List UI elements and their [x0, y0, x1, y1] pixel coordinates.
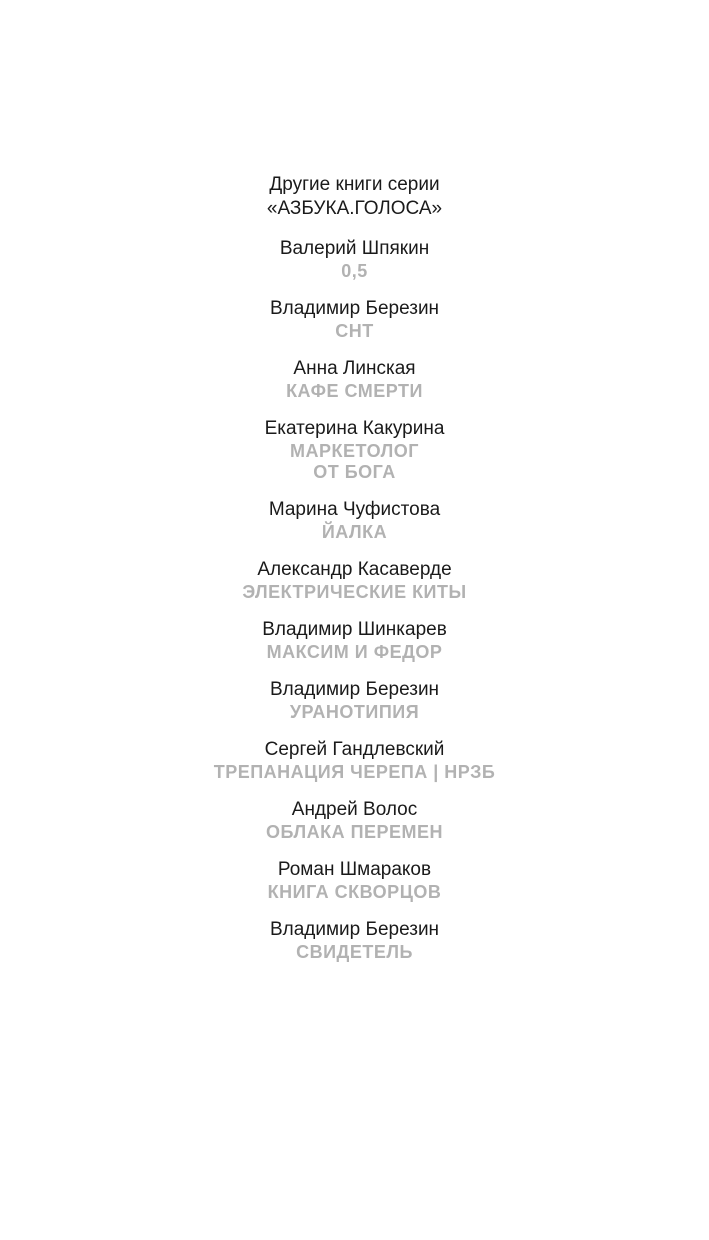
book-item — [0, 738, 709, 783]
series-header-line2: «АЗБУКА.ГОЛОСА» — [266, 198, 443, 219]
book-title: КАФЕ СМЕРТИ — [286, 381, 423, 401]
book-item — [0, 618, 709, 663]
book-item — [0, 918, 709, 963]
book-author: Александр Касаверде — [257, 559, 452, 580]
book-item — [0, 678, 709, 723]
book-author: Роман Шмараков — [277, 859, 432, 880]
book-item — [0, 297, 709, 342]
book-item — [0, 417, 709, 483]
book-title: ЭЛЕКТРИЧЕСКИЕ КИТЫ — [242, 582, 467, 602]
book-item — [0, 798, 709, 843]
book-title: УРАНОТИПИЯ — [289, 702, 420, 722]
book-title: СВИДЕТЕЛЬ — [296, 942, 413, 962]
book-author: Владимир Березин — [269, 919, 440, 940]
book-author: Владимир Шинкарев — [262, 619, 447, 640]
book-author: Владимир Березин — [269, 679, 440, 700]
book-list — [0, 237, 709, 978]
book-author: Анна Линская — [293, 358, 416, 379]
book-item — [0, 498, 709, 543]
book-author: Сергей Гандлевский — [264, 739, 445, 760]
book-item — [0, 357, 709, 402]
book-item — [0, 558, 709, 603]
book-title: ОБЛАКА ПЕРЕМЕН — [265, 822, 444, 842]
book-author: Валерий Шпякин — [279, 238, 430, 259]
book-author: Владимир Березин — [269, 298, 440, 319]
book-title: ЙАЛКА — [321, 522, 388, 542]
book-title: КНИГА СКВОРЦОВ — [267, 882, 442, 902]
series-header — [0, 173, 709, 221]
book-author: Андрей Волос — [291, 799, 418, 820]
book-title: ТРЕПАНАЦИЯ ЧЕРЕПА | НРЗБ — [213, 762, 496, 782]
series-header-line1: Другие книги серии — [269, 174, 440, 195]
book-item — [0, 237, 709, 282]
book-title: 0,5 — [341, 261, 368, 281]
book-item — [0, 858, 709, 903]
book-author: Марина Чуфистова — [268, 499, 441, 520]
book-author: Екатерина Какурина — [264, 418, 445, 439]
book-title: МАРКЕТОЛОГ ОТ БОГА — [290, 441, 419, 482]
book-title: МАКСИМ И ФЕДОР — [266, 642, 443, 662]
book-title: СНТ — [335, 321, 374, 341]
